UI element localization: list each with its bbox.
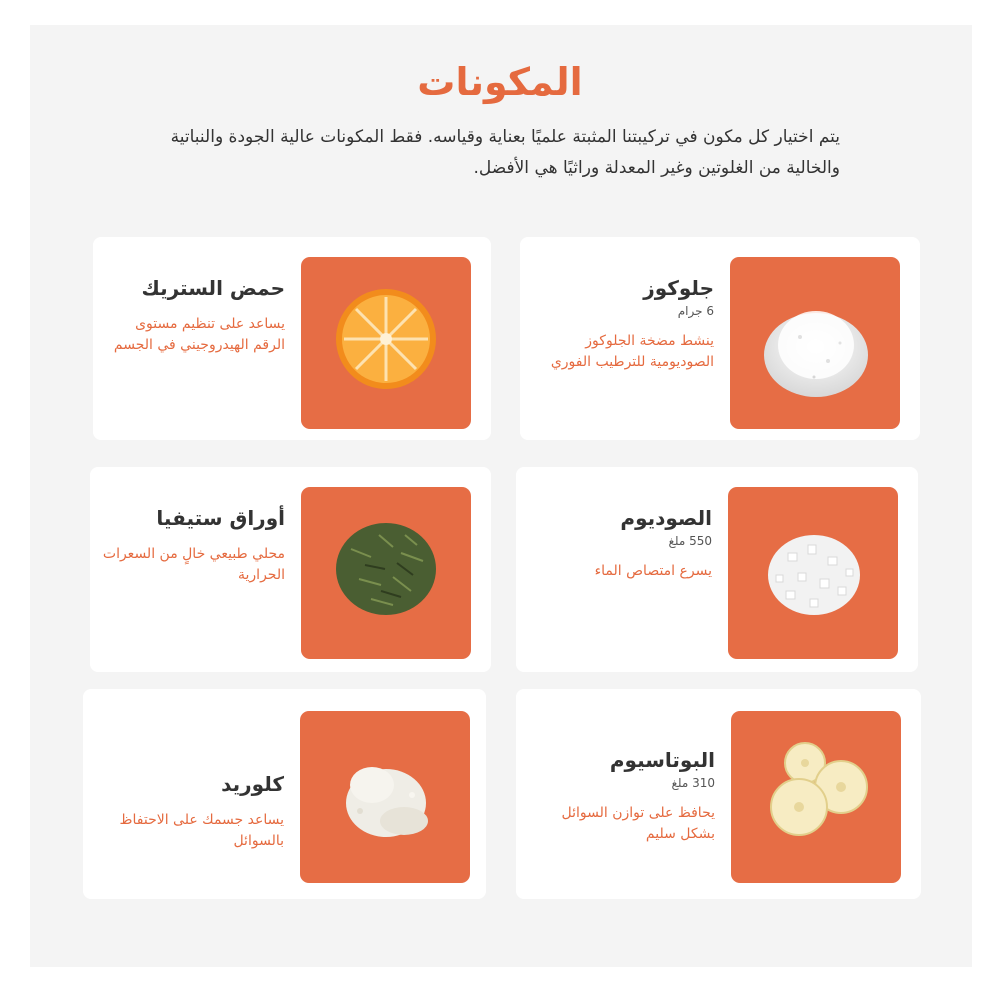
banana-slices-icon: [731, 711, 901, 883]
ingredient-card-glucose: [520, 237, 920, 440]
ingredient-card-citric-acid: [93, 237, 491, 440]
ingredient-name: أوراق ستيفيا: [156, 506, 285, 530]
ingredient-name: جلوكوز: [643, 276, 714, 300]
ingredient-description: يساعد على تنظيم مستوى الرقم الهيدروجيني في الجسم: [113, 316, 285, 353]
ingredient-name: البوتاسيوم: [609, 748, 715, 772]
ingredient-description: يساعد جسمك على الاحتفاظ بالسوائل: [119, 812, 284, 849]
ingredient-description: محلي طبيعي خالٍ من السعرات الحرارية: [102, 546, 285, 583]
ingredient-description: يسرع امتصاص الماء: [594, 563, 712, 579]
powder-pile-icon: [300, 711, 470, 883]
stevia-leaves-icon: [301, 487, 471, 659]
ingredient-amount: 310 ملغ: [671, 776, 715, 790]
ingredient-name: كلوريد: [221, 772, 284, 796]
ingredient-amount: 550 ملغ: [668, 534, 712, 548]
ingredient-card-chloride: [83, 689, 486, 899]
ingredient-card-stevia: [90, 467, 491, 672]
sugar-pile-icon: [730, 257, 900, 429]
ingredient-name: الصوديوم: [620, 506, 712, 530]
ingredient-name: حمض الستريك: [141, 276, 285, 300]
orange-slice-icon: [301, 257, 471, 429]
salt-pile-icon: [728, 487, 898, 659]
page-title: المكونات: [417, 60, 583, 104]
ingredient-description: ينشط مضخة الجلوكوز الصوديومية للترطيب الفوري: [550, 333, 714, 370]
intro-text: يتم اختيار كل مكون في تركيبتنا المثبتة علميًا بعناية وقياسه. فقط المكونات عالية الجودة والنباتية والخالية من الغلوتين وغير المعدلة وراثيًا هي الأفضل.: [170, 127, 840, 178]
ingredient-description: يحافظ على توازن السوائل بشكل سليم: [561, 805, 715, 842]
ingredient-card-sodium: [516, 467, 918, 672]
ingredient-amount: 6 جرام: [677, 304, 714, 318]
ingredient-card-potassium: [516, 689, 921, 899]
